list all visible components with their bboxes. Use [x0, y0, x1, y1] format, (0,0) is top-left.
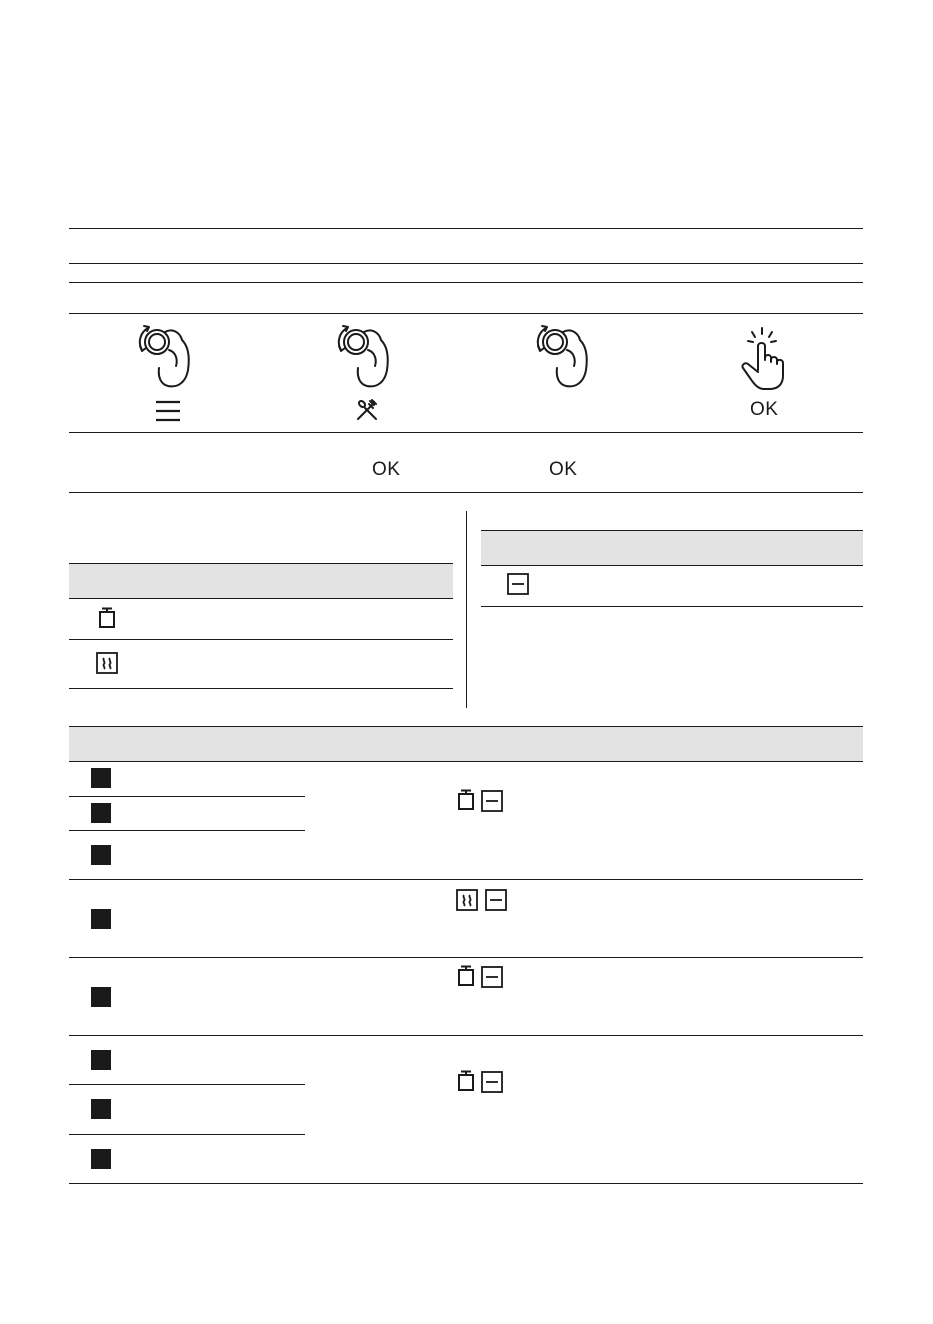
list-marker: [91, 845, 111, 865]
timer-icon: [97, 607, 117, 629]
table-header: [69, 727, 863, 761]
timer-icon: [456, 789, 476, 811]
list-marker: [91, 909, 111, 929]
table-row-rule: [69, 761, 863, 762]
column-divider: [466, 511, 467, 708]
rotate-knob-hand-icon: [530, 320, 596, 392]
list-marker: [91, 1050, 111, 1070]
list-marker: [91, 1099, 111, 1119]
rotate-knob-hand-icon: [132, 320, 198, 392]
table-row-rule: [69, 1084, 305, 1085]
table-header-rule: [69, 263, 863, 264]
table-row-rule: [69, 313, 863, 314]
table-row-rule: [69, 432, 863, 433]
tray-icon: [481, 966, 503, 988]
table-bottom-rule: [481, 606, 863, 607]
table-row-rule: [69, 598, 453, 599]
fork-spoon-icon: [355, 398, 379, 422]
table-row-rule: [69, 282, 863, 283]
ok-label: OK: [549, 459, 578, 480]
table-bottom-rule: [69, 1183, 863, 1184]
tray-icon: [485, 889, 507, 911]
timer-icon: [456, 965, 476, 987]
heat-icon: [456, 889, 478, 911]
tap-hand-icon: [738, 326, 788, 392]
list-marker: [91, 768, 111, 788]
table-row-rule: [69, 830, 305, 831]
list-marker: [91, 1149, 111, 1169]
table-row-rule: [69, 492, 863, 493]
table-row-rule: [481, 565, 863, 566]
rotate-knob-hand-icon: [331, 320, 397, 392]
tray-icon: [481, 790, 503, 812]
tray-icon: [507, 573, 529, 595]
table-header: [481, 531, 863, 565]
ok-label: OK: [750, 399, 779, 420]
list-marker: [91, 803, 111, 823]
ok-label: OK: [372, 459, 401, 480]
table-row-rule: [69, 1035, 863, 1036]
table-row-rule: [69, 796, 305, 797]
timer-icon: [456, 1070, 476, 1092]
list-marker: [91, 987, 111, 1007]
table-header: [69, 564, 453, 598]
table-row-rule: [69, 879, 863, 880]
table-bottom-rule: [69, 688, 453, 689]
table-row-rule: [69, 957, 863, 958]
table-row-rule: [69, 639, 453, 640]
table-top-rule: [69, 228, 863, 229]
menu-icon: [155, 400, 181, 422]
table-row-rule: [69, 1134, 305, 1135]
heat-icon: [96, 652, 118, 674]
tray-icon: [481, 1071, 503, 1093]
